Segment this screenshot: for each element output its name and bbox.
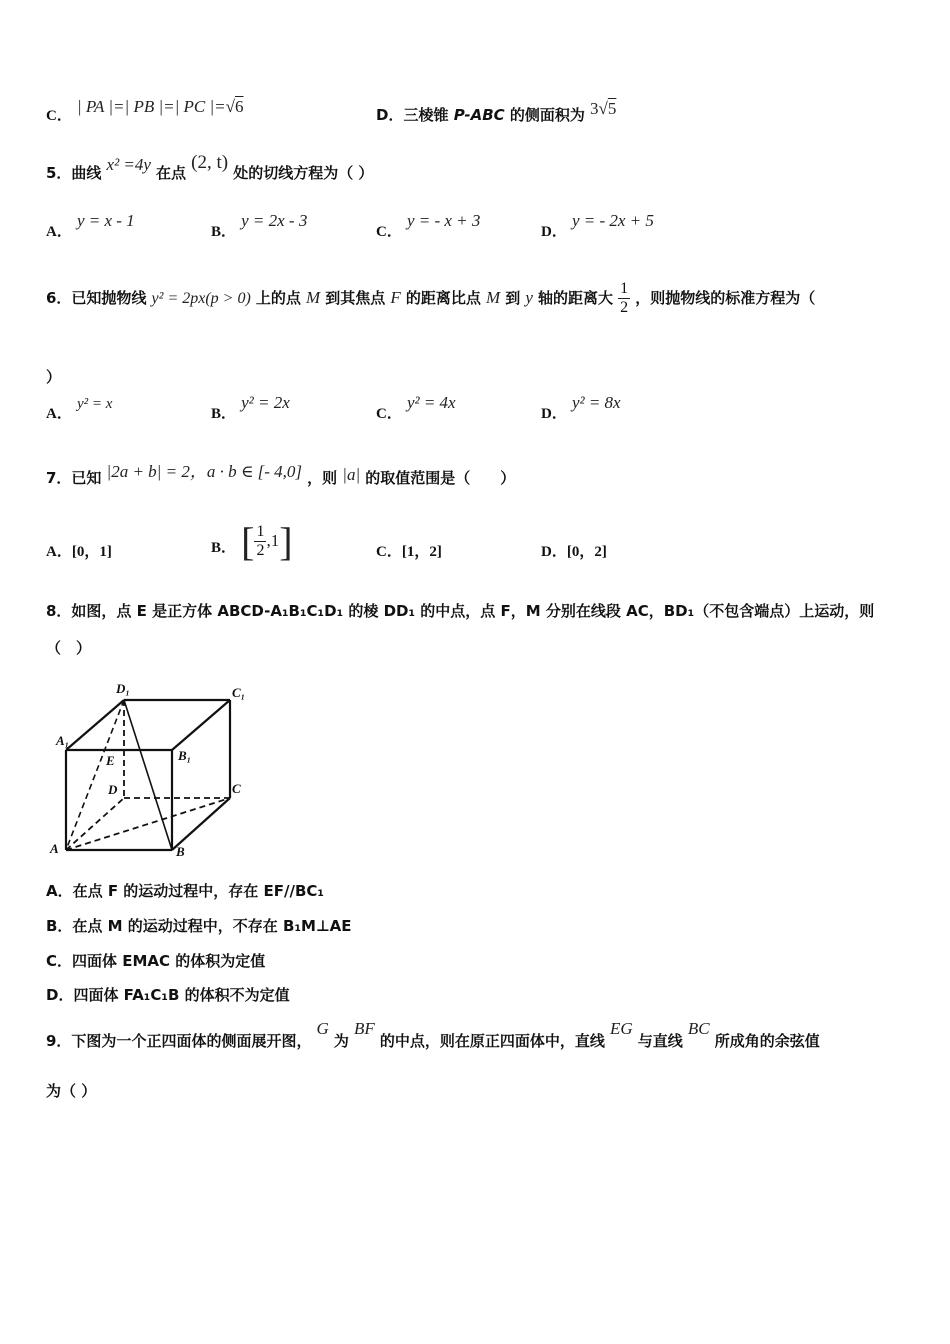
q4-option-c-label: C． — [46, 108, 72, 124]
q5-option-b[interactable] — [211, 211, 308, 241]
q4-option-c-math: | PA |=| PB |=| PC |= — [76, 97, 226, 116]
q6-stem — [46, 280, 815, 317]
label-d1: D₁ — [116, 681, 130, 696]
q5-point: (2, t) — [191, 152, 229, 173]
q5-stem — [46, 152, 374, 184]
q9-text-3: 与直线 — [637, 1032, 683, 1050]
q6-option-d-label: D． — [541, 406, 567, 422]
q6-text-1: 上的点 — [255, 289, 301, 307]
label-c1: C₁ — [232, 685, 246, 700]
q6-option-c[interactable] — [376, 393, 456, 423]
q4-option-d-radicand: 5 — [607, 99, 617, 118]
q8-stem-line2: （ ） — [46, 639, 92, 657]
q7-option-d-expr: [0，2] — [566, 544, 607, 560]
q7-option-d[interactable] — [541, 540, 607, 561]
q8-option-b[interactable]: B．在点 M 的运动过程中，不存在 B₁M⊥AE — [46, 917, 352, 935]
q5-curve: x² =4y — [106, 155, 151, 174]
q7-option-b-tail: ,1 — [266, 531, 280, 550]
q6-option-b-expr: y² = 2x — [241, 393, 290, 412]
q4-option-d[interactable]: D．三棱锥 P-ABC 的侧面积为 3√5 — [376, 99, 617, 124]
q5-option-d[interactable] — [541, 211, 654, 241]
q4-option-d-rest: 的侧面积为 — [504, 106, 585, 124]
q7-option-b-den: 2 — [256, 542, 265, 559]
q5-option-c-expr: y = - x + 3 — [406, 211, 481, 230]
q5-option-c-label: C． — [376, 224, 402, 240]
q5-tail: 处的切线方程为（ ） — [233, 164, 374, 182]
sqrt-symbol: √6 — [225, 97, 244, 116]
label-c: C — [232, 781, 241, 796]
label-e: E — [106, 753, 115, 768]
cube-figure — [40, 675, 270, 865]
q9-line-eg: EG — [610, 1019, 633, 1038]
q9-text-4: 所成角的余弦值 — [714, 1032, 820, 1050]
q4-option-d-text: D．三棱锥 — [376, 106, 454, 124]
q9-number: 9．下图为一个正四面体的侧面展开图， — [46, 1032, 312, 1050]
q6-option-d[interactable] — [541, 393, 621, 423]
q4-option-c-radicand: 6 — [235, 97, 244, 116]
q7-option-c-label: C． — [376, 544, 402, 560]
q4-option-d-coef: 3 — [590, 99, 599, 118]
q6-text-5: 轴的距离大 — [537, 289, 613, 307]
q5-option-b-label: B． — [211, 224, 237, 240]
q9-text-2: 的中点，则在原正四面体中，直线 — [379, 1032, 605, 1050]
q5-option-d-expr: y = - 2x + 5 — [571, 211, 654, 230]
q9-segment-bf: BF — [354, 1019, 375, 1038]
q9-line-bc: BC — [687, 1019, 710, 1038]
q6-text-6: ，则抛物线的标准方程为（ — [635, 289, 816, 307]
q6-point-m: M — [306, 288, 321, 307]
q5-option-d-label: D． — [541, 224, 567, 240]
q8-option-a[interactable]: A．在点 F 的运动过程中，存在 EF//BC₁ — [46, 882, 324, 900]
q6-option-c-expr: y² = 4x — [406, 393, 456, 412]
q8-option-c[interactable]: C．四面体 EMAC 的体积为定值 — [46, 952, 266, 970]
q7-text-1: ，则 — [307, 469, 338, 487]
q7-option-a[interactable] — [46, 540, 112, 561]
q5-at-point: 在点 — [156, 164, 187, 182]
label-d: D — [108, 782, 118, 797]
q6-option-b[interactable] — [211, 393, 290, 423]
label-b: B — [176, 844, 185, 859]
q5-number: 5．曲线 — [46, 164, 102, 182]
q5-option-a-expr: y = x - 1 — [76, 211, 135, 230]
q7-option-b-label: B． — [211, 540, 237, 556]
q7-option-d-label: D． — [541, 544, 567, 560]
q7-option-b-fraction — [254, 523, 266, 560]
q6-text-4: 到 — [505, 289, 521, 307]
q6-fraction — [618, 280, 630, 317]
label-b1: B₁ — [178, 748, 192, 763]
q7-option-a-expr: [0，1] — [71, 544, 112, 560]
q7-option-c[interactable] — [376, 540, 442, 561]
right-bracket: ] — [279, 519, 293, 564]
label-a1: A₁ — [56, 733, 70, 748]
q5-option-b-expr: y = 2x - 3 — [241, 211, 308, 230]
q6-parabola: y² = 2px(p > 0) — [151, 290, 251, 307]
q6-text-2: 到其焦点 — [325, 289, 386, 307]
q7-condition: |2a + b| = 2，a · b ∈ [- 4,0] — [106, 462, 303, 481]
left-bracket: [ — [241, 519, 255, 564]
q7-option-b[interactable] — [211, 518, 293, 565]
cube-diagonals — [66, 700, 172, 850]
q6-y-axis: y — [525, 288, 533, 307]
q4-option-c[interactable] — [46, 97, 244, 125]
q9-stem — [46, 1018, 820, 1050]
q6-option-d-expr: y² = 8x — [571, 393, 621, 412]
q9-stem-line2: 为（ ） — [46, 1082, 97, 1100]
q6-focus-f: F — [390, 288, 401, 307]
q6-option-b-label: B． — [211, 406, 237, 422]
q7-abs-a: |a| — [342, 465, 361, 484]
q7-number: 7．已知 — [46, 469, 102, 487]
q6-option-a[interactable] — [46, 396, 113, 423]
q6-text-3: 的距离比点 — [405, 289, 481, 307]
q4-option-d-pabc: P-ABC — [453, 106, 505, 124]
q6-fraction-num: 1 — [620, 280, 629, 297]
q7-option-c-expr: [1，2] — [401, 544, 442, 560]
q5-option-a[interactable] — [46, 211, 135, 241]
q9-text-1: 为 — [333, 1032, 349, 1050]
q7-text-2: 的取值范围是（ ） — [365, 469, 516, 487]
q7-option-b-num: 1 — [256, 523, 265, 540]
q8-stem-line1: 8．如图，点 E 是正方体 ABCD-A₁B₁C₁D₁ 的棱 DD₁ 的中点，点 F，M 分别在线段 AC，BD₁（不包含端点）上运动，则 — [46, 602, 875, 620]
label-a: A — [50, 841, 59, 856]
q6-close-paren: ） — [46, 368, 62, 386]
q5-option-c[interactable] — [376, 211, 481, 241]
q6-option-a-expr: y² = x — [76, 396, 113, 412]
q7-option-a-label: A． — [46, 544, 72, 560]
q5-option-a-label: A． — [46, 224, 72, 240]
q6-option-a-label: A． — [46, 406, 72, 422]
q6-fraction-den: 2 — [620, 299, 629, 316]
q9-point-g: G — [316, 1019, 329, 1038]
q7-stem — [46, 463, 515, 488]
q6-number: 6．已知抛物线 — [46, 289, 147, 307]
q8-option-d[interactable]: D．四面体 FA₁C₁B 的体积不为定值 — [46, 986, 290, 1004]
q6-option-c-label: C． — [376, 406, 402, 422]
q6-point-m2: M — [485, 288, 501, 307]
